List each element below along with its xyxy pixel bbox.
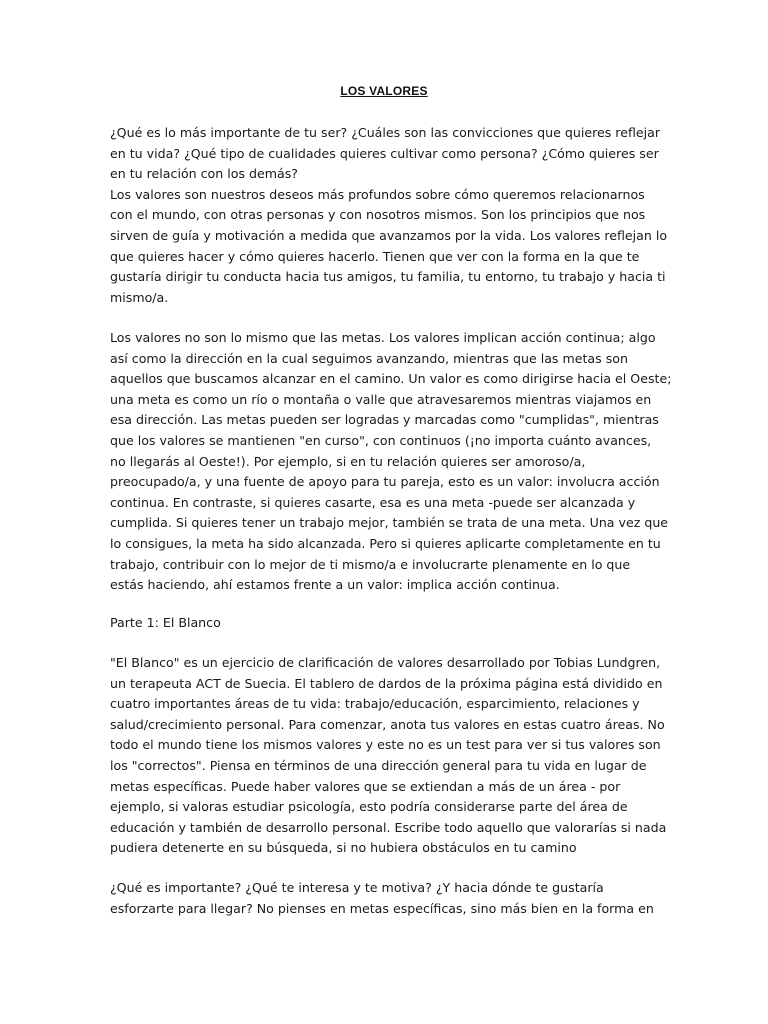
text-line: salud/crecimiento personal. Para comenzar, anota tus valores en estas cuatro áreas. No: [110, 716, 665, 732]
text-line: "El Blanco" es un ejercicio de clarificación de valores desarrollado por Tobias Lundgren,: [110, 655, 661, 670]
text-line: estás haciendo, ahí estamos frente a un valor: implica acción continua.: [110, 577, 560, 593]
text-line: trabajo, contribuir con lo mejor de ti mismo/a e involucrarte plenamente en lo que: [110, 556, 631, 572]
text-line: Los valores son nuestros deseos más profundos sobre cómo queremos relacionarnos: [110, 186, 645, 202]
text-line: con el mundo, con otras personas y con nosotros mismos. Son los principios que nos: [110, 207, 646, 223]
text-line: ¿Qué es importante? ¿Qué te interesa y te motiva? ¿Y hacia dónde te gustaría: [110, 880, 604, 895]
text-line: ¿Qué es lo más importante de tu ser? ¿Cuáles son las convicciones que quieres reflejar: [110, 125, 661, 140]
paragraph-intro: [110, 123, 668, 308]
text-line: pudiera detenerte en su búsqueda, si no hubiera obstáculos en tu camino: [110, 840, 577, 856]
text-line: en tu relación con los demás?: [110, 166, 298, 182]
text-line: todo el mundo tiene los mismos valores y este no es un test para ver si tus valores son: [110, 737, 661, 753]
text-line: que quieres hacer y cómo quieres hacerlo. Tienen que ver con la forma en la que te: [110, 248, 640, 264]
text-line: en tu vida? ¿Qué tipo de cualidades quieres cultivar como persona? ¿Cómo quieres ser: [110, 145, 659, 161]
text-line: no llegarás al Oeste!). Por ejemplo, si en tu relación quieres ser amoroso/a,: [110, 453, 586, 469]
document-title: LOS VALORES: [340, 84, 428, 98]
text-line: los "correctos". Piensa en términos de una dirección general para tu vida en lugar de: [110, 757, 647, 773]
text-line: continua. En contraste, si quieres casarte, esa es una meta -puede ser alcanzada y: [110, 494, 636, 510]
text-line: ejemplo, si valoras estudiar psicología, esto podría considerarse parte del área de: [110, 799, 628, 815]
text-line: una meta es como un río o montaña o valle que atravesaremos mientras viajamos en: [110, 391, 652, 407]
paragraph-questions: [110, 878, 662, 919]
text-line: así como la dirección en la cual seguimos avanzando, mientras que las metas son: [110, 350, 628, 366]
text-line: Los valores no son lo mismo que las metas. Los valores implican acción continua; algo: [110, 330, 656, 345]
paragraph-el-blanco: [110, 653, 667, 859]
text-line: metas específicas. Puede haber valores que se extiendan a más de un área - por: [110, 778, 621, 794]
text-line: esforzarte para llegar? No pienses en metas específicas, sino más bien en la forma en: [110, 900, 654, 916]
text-line: cuatro importantes áreas de tu vida: trabajo/educación, esparcimiento, relaciones y: [110, 696, 640, 712]
text-line: lo consigues, la meta ha sido alcanzada. Pero si quieres aplicarte completamente en tu: [110, 535, 661, 551]
text-line: sirven de guía y motivación a medida que avanzamos por la vida. Los valores reflejan lo: [110, 227, 668, 243]
text-line: que los valores se mantienen "en curso", con continuos (¡no importa cuánto avances,: [110, 432, 652, 448]
text-line: esa dirección. Las metas pueden ser logradas y marcadas como "cumplidas", mientras: [110, 412, 659, 428]
text-line: un terapeuta ACT de Suecia. El tablero de dardos de la próxima página está dividido en: [110, 675, 663, 691]
paragraph-values-vs-goals: [110, 328, 672, 596]
text-line: educación y también de desarrollo personal. Escribe todo aquello que valorarías si nada: [110, 819, 667, 835]
text-line: aquellos que buscamos alcanzar en el camino. Un valor es como dirigirse hacia el Oeste;: [110, 371, 672, 387]
text-line: cumplida. Si quieres tener un trabajo mejor, también se trata de una meta. Una vez que: [110, 515, 669, 531]
text-line: gustaría dirigir tu conducta hacia tus amigos, tu familia, tu entorno, tu trabajo y hacia ti: [110, 269, 666, 285]
text-line: preocupado/a, y una fuente de apoyo para tu pareja, esto es un valor: involucra acción: [110, 474, 660, 490]
section-heading-text: Parte 1: El Blanco: [110, 615, 221, 630]
text-line: mismo/a.: [110, 289, 169, 305]
section-heading: [110, 613, 662, 634]
